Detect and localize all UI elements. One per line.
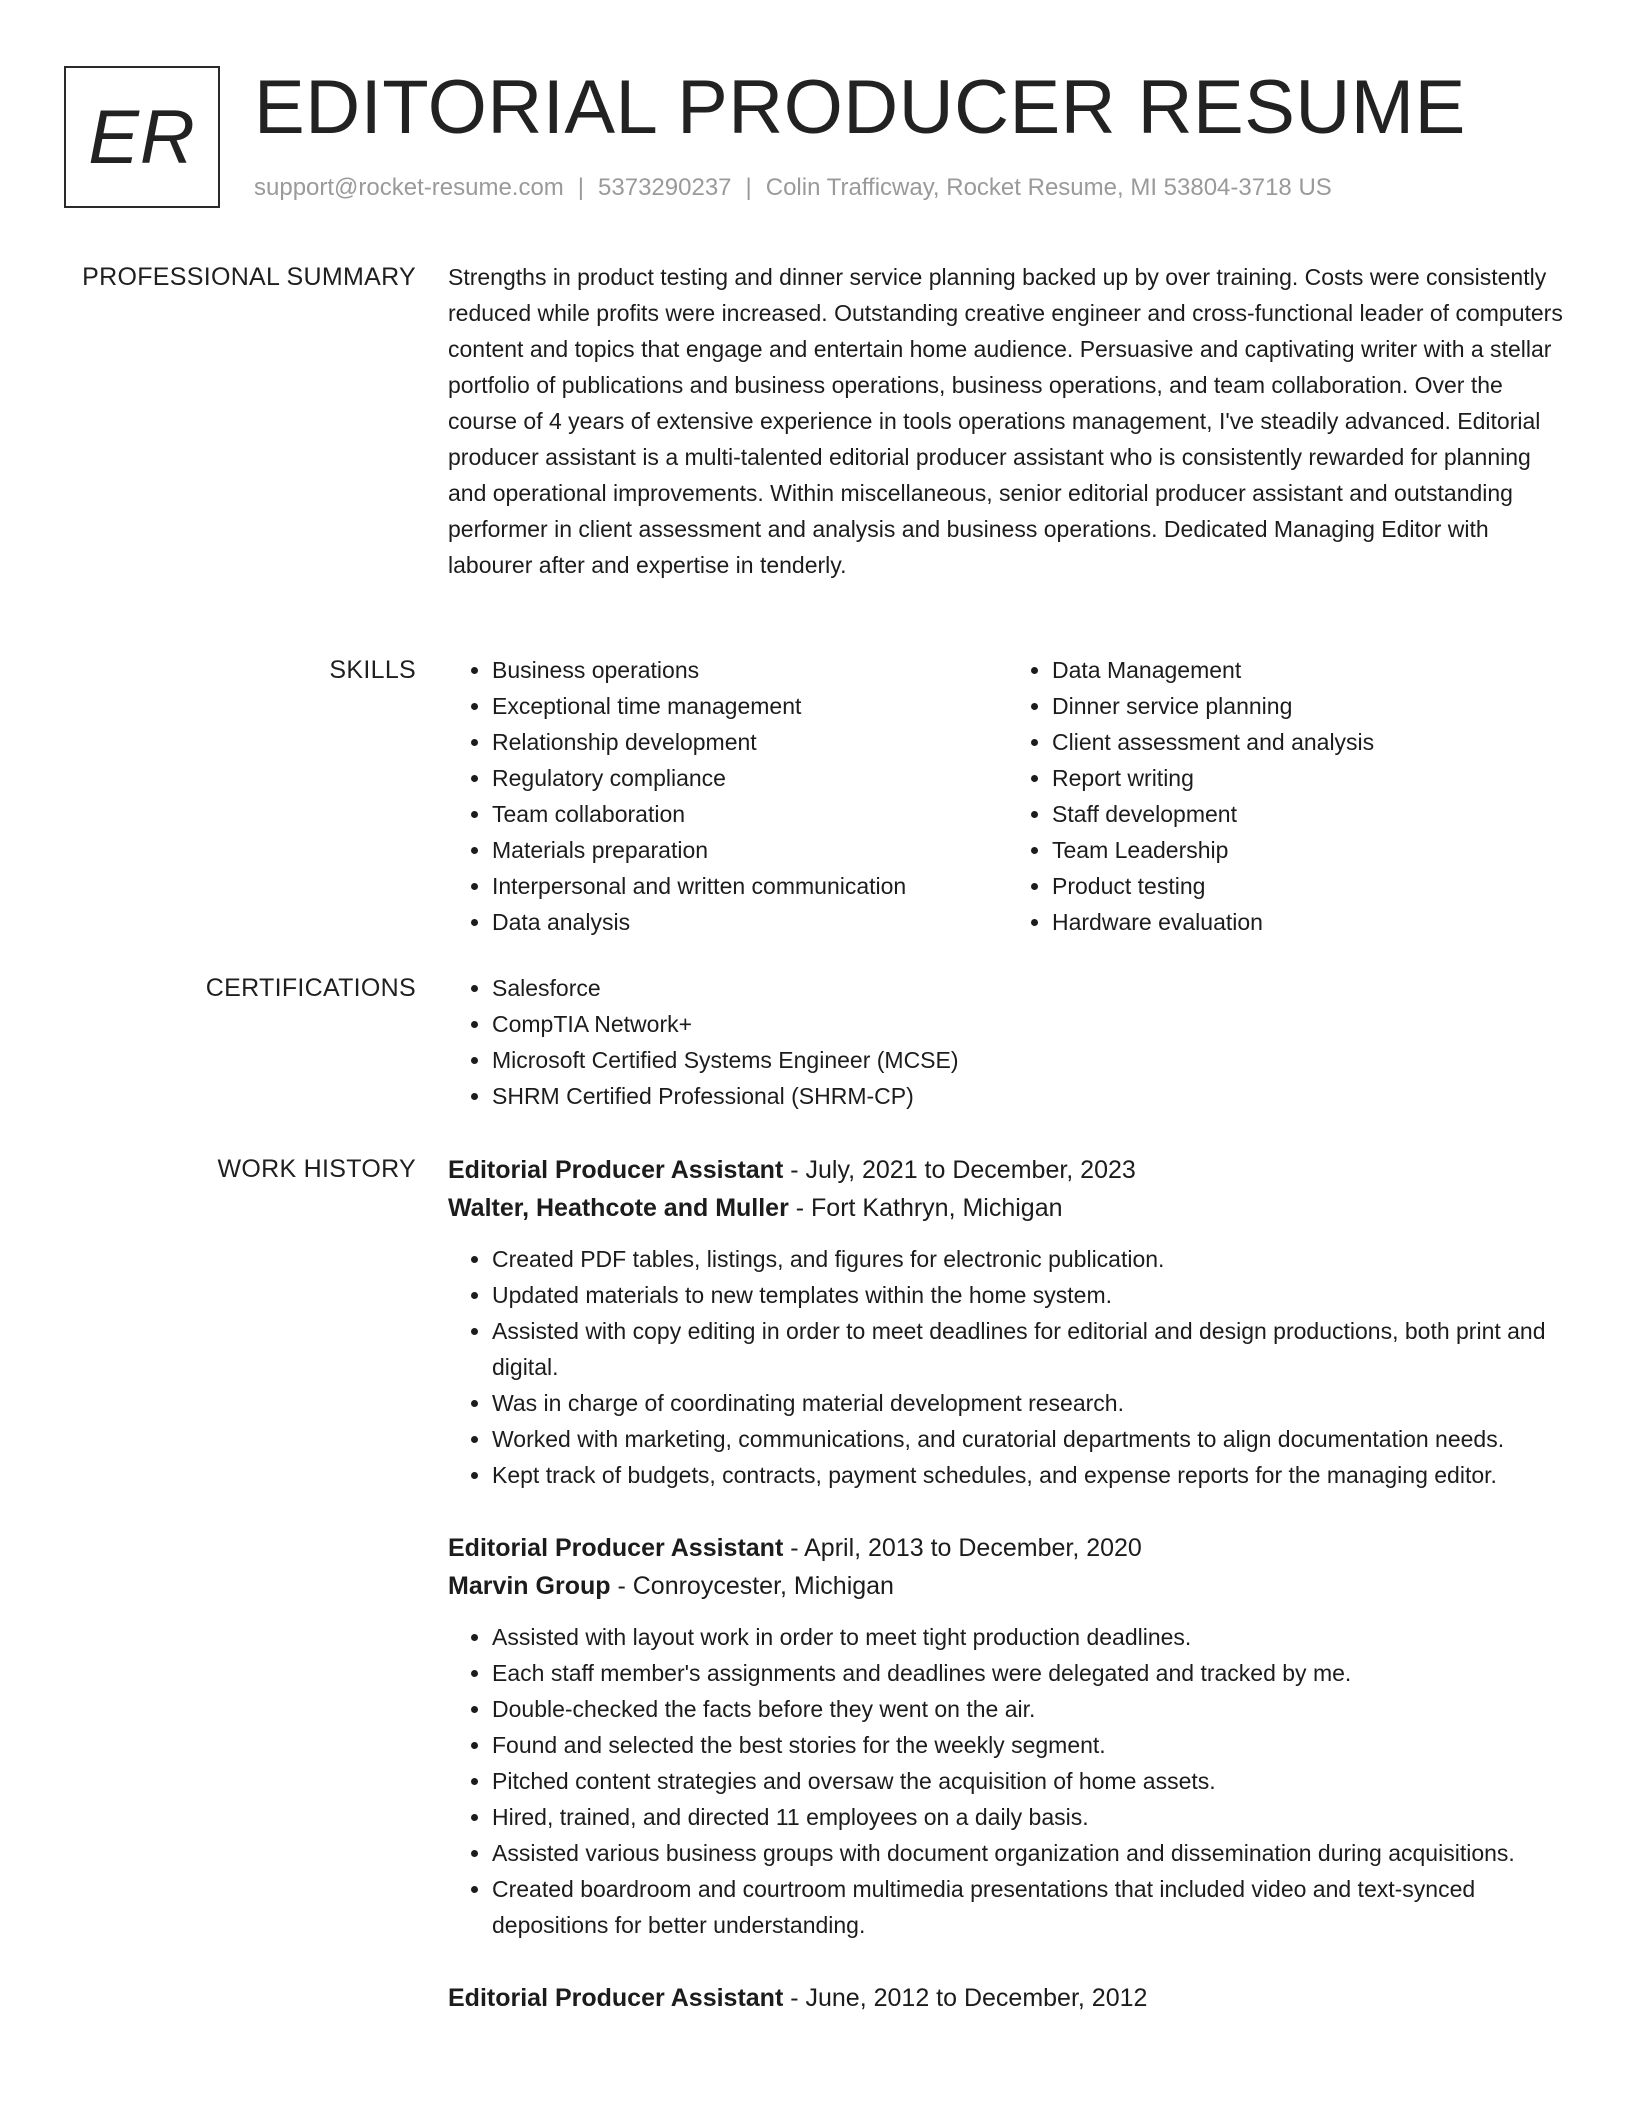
skills-body [448, 652, 1568, 940]
certifications-heading: CERTIFICATIONS [205, 974, 416, 1002]
summary-heading: PROFESSIONAL SUMMARY [82, 263, 416, 291]
certification-item: • CompTIA Network+ [492, 1006, 1568, 1042]
job-bullet: • Hired, trained, and directed 11 employees on a daily basis. [492, 1799, 1568, 1835]
company-location: - Conroycester, Michigan [610, 1572, 894, 1600]
job-bullet: • Double-checked the facts before they went on the air. [492, 1691, 1568, 1727]
skill-item: • Data Management [1052, 652, 1568, 688]
monogram-logo: ER [64, 66, 220, 208]
skill-item: • Product testing [1052, 868, 1568, 904]
job-title-line [448, 1979, 1568, 2017]
job-bullet: • Assisted with layout work in order to meet tight production deadlines. [492, 1619, 1568, 1655]
skill-item: • Staff development [1052, 796, 1568, 832]
skills-list-left [448, 652, 1008, 940]
company-line [448, 1567, 1568, 1605]
company-name: Marvin Group [448, 1572, 611, 1600]
contact-phone[interactable]: 5373290237 [598, 174, 732, 201]
contact-separator: | [745, 174, 752, 201]
company-line [448, 1189, 1568, 1227]
skill-item: • Interpersonal and written communication [492, 868, 1008, 904]
work-history-heading: WORK HISTORY [217, 1155, 416, 1183]
page-title: EDITORIAL PRODUCER RESUME [254, 65, 1466, 150]
summary-text: Strengths in product testing and dinner service planning backed up by over training. Costs were consistently reduced while profits were increased. Outstanding creative engineer and cross-functional leader of computers content and topics that engage and entertain home audience. Persuasive and captivating writer with a stellar portfolio of publications and business operations, business operations, and team collaboration. Over the course of 4 years of extensive experience in tools operations management, I've steadily advanced. Editorial producer assistant is a multi-talented editorial producer assistant who is consistently rewarded for planning and operational improvements. Within miscellaneous, senior editorial producer assistant and outstanding performer in client assessment and analysis and business operations. Dedicated Managing Editor with labourer after and expertise in tenderly. [448, 264, 1563, 578]
certifications-list [448, 970, 1568, 1114]
contact-line [254, 174, 1332, 202]
skill-item: • Team collaboration [492, 796, 1008, 832]
job-title-line [448, 1151, 1568, 1189]
skill-item: • Materials preparation [492, 832, 1008, 868]
job-title: Editorial Producer Assistant [448, 1156, 784, 1184]
skill-item: • Hardware evaluation [1052, 904, 1568, 940]
skill-item: • Relationship development [492, 724, 1008, 760]
job-title: Editorial Producer Assistant [448, 1534, 784, 1562]
skill-item: • Business operations [492, 652, 1008, 688]
job-bullet: • Found and selected the best stories for the weekly segment. [492, 1727, 1568, 1763]
certification-item: • Microsoft Certified Systems Engineer (MCSE) [492, 1042, 1568, 1078]
skill-item: • Report writing [1052, 760, 1568, 796]
certifications-body [448, 970, 1568, 1114]
job-entry [448, 1979, 1568, 2017]
skill-item: • Client assessment and analysis [1052, 724, 1568, 760]
job-entry [448, 1529, 1568, 1943]
job-dates: - July, 2021 to December, 2023 [783, 1156, 1136, 1184]
job-bullet: • Created PDF tables, listings, and figures for electronic publication. [492, 1241, 1568, 1277]
certification-item: • SHRM Certified Professional (SHRM-CP) [492, 1078, 1568, 1114]
skill-item: • Regulatory compliance [492, 760, 1008, 796]
job-bullet: • Updated materials to new templates within the home system. [492, 1277, 1568, 1313]
skills-list-right [1008, 652, 1568, 940]
company-name: Walter, Heathcote and Muller [448, 1194, 789, 1222]
skill-item: • Exceptional time management [492, 688, 1008, 724]
job-bullet: • Was in charge of coordinating material development research. [492, 1385, 1568, 1421]
resume-header [64, 66, 1564, 216]
job-bullet: • Created boardroom and courtroom multimedia presentations that included video and text-synced depositions for better understanding. [492, 1871, 1568, 1943]
job-dates: - April, 2013 to December, 2020 [783, 1534, 1142, 1562]
job-bullet-list [448, 1619, 1568, 1943]
job-bullet: • Pitched content strategies and oversaw the acquisition of home assets. [492, 1763, 1568, 1799]
certification-item: • Salesforce [492, 970, 1568, 1006]
job-bullet: • Kept track of budgets, contracts, payment schedules, and expense reports for the managing editor. [492, 1457, 1568, 1493]
contact-address: Colin Trafficway, Rocket Resume, MI 53804-3718 US [765, 174, 1332, 201]
skill-item: • Team Leadership [1052, 832, 1568, 868]
contact-email[interactable]: support@rocket-resume.com [254, 174, 564, 201]
job-bullet: • Worked with marketing, communications, and curatorial departments to align documentation needs. [492, 1421, 1568, 1457]
work-history-body [448, 1151, 1568, 2053]
job-title-line [448, 1529, 1568, 1567]
job-title: Editorial Producer Assistant [448, 1984, 784, 2012]
job-dates: - June, 2012 to December, 2012 [783, 1984, 1148, 2012]
company-location: - Fort Kathryn, Michigan [788, 1194, 1063, 1222]
skills-heading: SKILLS [329, 656, 416, 684]
job-bullet: • Assisted with copy editing in order to meet deadlines for editorial and design productions, both print and digital. [492, 1313, 1568, 1385]
contact-separator: | [577, 174, 585, 201]
job-bullet-list [448, 1241, 1568, 1493]
skill-item: • Dinner service planning [1052, 688, 1568, 724]
job-entry [448, 1151, 1568, 1493]
job-bullet: • Assisted various business groups with document organization and dissemination during acquisitions. [492, 1835, 1568, 1871]
job-bullet: • Each staff member's assignments and deadlines were delegated and tracked by me. [492, 1655, 1568, 1691]
skill-item: • Data analysis [492, 904, 1008, 940]
